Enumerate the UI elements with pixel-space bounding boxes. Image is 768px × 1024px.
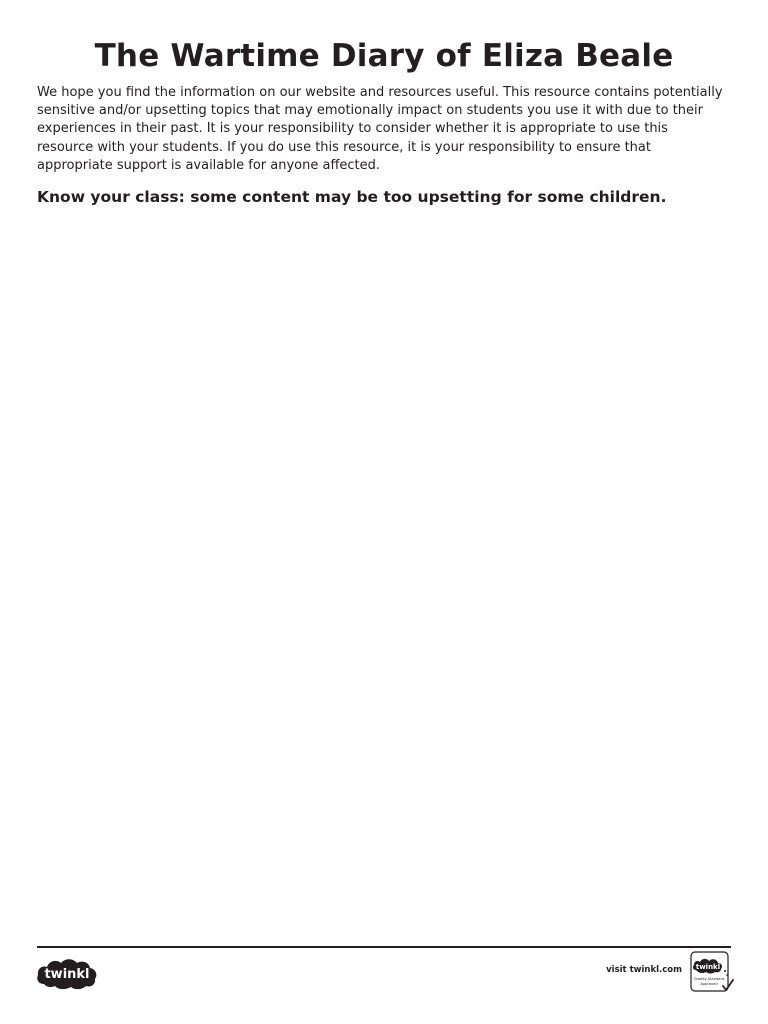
badge-star-icon — [724, 970, 726, 972]
quality-standard-badge — [690, 951, 734, 993]
badge-caption-line1: Quality Standard — [693, 977, 725, 981]
twinkl-logo[interactable] — [36, 954, 98, 990]
badge-logo-text: twinkl — [695, 963, 721, 971]
disclaimer-paragraph: We hope you find the information on our website and resources useful. This resource contains potentially sensitive and/or upsetting topics that may emotionally impact on students you use it with due to their experiences in their past. It is your responsibility to consider whether it is appropriate to use this resource with your students. If you do use this resource, it is your responsibility to ensure that appropriate support is available for anyone affected. — [37, 85, 723, 173]
page-title: The Wartime Diary of Eliza Beale — [94, 38, 674, 74]
twinkl-logo-text: twinkl — [44, 967, 90, 982]
badge-caption-line2: Approved — [700, 982, 718, 986]
content-warning: Know your class: some content may be too upsetting for some children. — [37, 188, 667, 206]
footer-divider — [37, 946, 731, 948]
visit-website-link[interactable]: visit twinkl.com — [606, 965, 682, 975]
